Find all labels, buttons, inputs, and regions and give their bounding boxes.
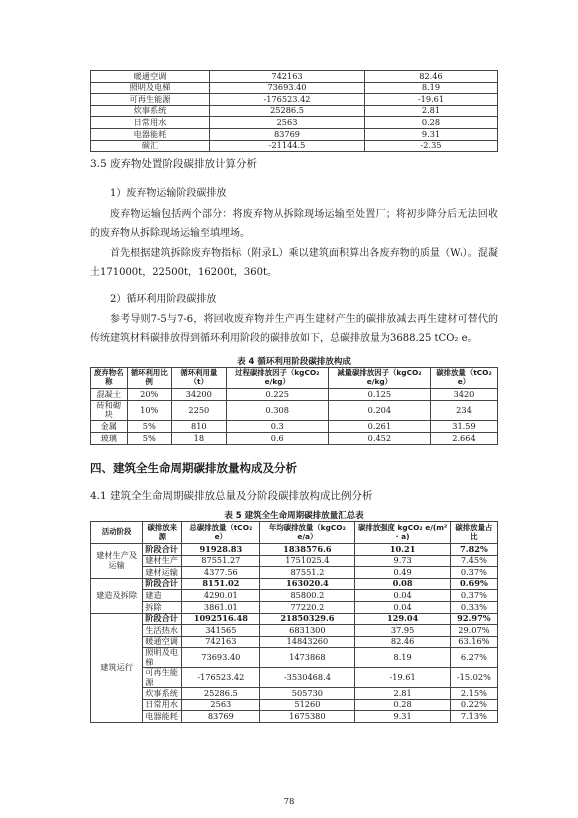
table-row [91, 128, 498, 140]
column-header: 碳排放强度 kgCO₂ e/(m² · a) [355, 522, 450, 544]
table-cell: 拆除 [143, 601, 182, 613]
table-cell: 25286.5 [210, 105, 365, 117]
table-cell: 85800.2 [260, 590, 355, 602]
stage-cell: 建造及拆除 [91, 578, 143, 613]
column-header: 年均碳排放量（kgCO₂ e/a） [260, 522, 355, 544]
table-cell: 电器能耗 [143, 711, 182, 723]
table-row [91, 389, 498, 401]
table-cell: 1092516.48 [182, 613, 260, 625]
table-cell: 10% [127, 401, 171, 421]
table-cell: 照明及电梯 [91, 82, 210, 94]
table-cell: 20% [127, 389, 171, 401]
table-cell: 0.69% [450, 578, 497, 590]
stage-cell: 建筑运行 [91, 613, 143, 722]
table-cell: 0.28 [365, 117, 498, 129]
table-cell: 73693.40 [182, 648, 260, 668]
table-cell: 2.664 [430, 432, 497, 444]
table-row [91, 613, 498, 625]
table-row [91, 432, 498, 444]
table-cell: 0.37% [450, 567, 497, 579]
operation-emission-table-continued [90, 70, 498, 152]
table-cell: 0.204 [328, 401, 430, 421]
table-cell: 0.6 [226, 432, 328, 444]
section-4-1-heading: 4.1 建筑全生命周期碳排放总量及分阶段碳排放构成比例分析 [90, 490, 373, 502]
table-row [91, 625, 498, 637]
table-cell: 10.21 [355, 544, 450, 556]
column-header: 碳排放来源 [143, 522, 182, 544]
table-cell: 1473868 [260, 648, 355, 668]
table-cell: 0.04 [355, 590, 450, 602]
table-cell: 金属 [91, 420, 128, 432]
table-cell: 2563 [210, 117, 365, 129]
paragraph-waste-transport: 废弃物运输包括两个部分：将废弃物从拆除现场运输至处置厂；将初步降分后无法回收的废弃物从拆除现场运输至填埋场。 [90, 209, 498, 239]
table-row [91, 668, 498, 688]
table-cell: 25286.5 [182, 688, 260, 700]
table-cell: 0.225 [226, 389, 328, 401]
table-cell: 阶段合计 [143, 613, 182, 625]
table-cell: 1675380 [260, 711, 355, 723]
table-row [91, 688, 498, 700]
table-row [91, 567, 498, 579]
table-cell: -21144.5 [210, 140, 365, 152]
table-cell: 34200 [171, 389, 226, 401]
table-cell: 9.31 [365, 128, 498, 140]
table-cell: 742163 [210, 71, 365, 83]
table-cell: 6.27% [450, 648, 497, 668]
table-cell: -19.61 [365, 94, 498, 106]
table-row [91, 71, 498, 83]
column-header: 循环利用比例 [127, 368, 171, 389]
table-cell: 建材运输 [143, 567, 182, 579]
paragraph-waste-mass: 首先根据建筑拆除废弃物指标（附录L）乘以建筑面积算出各废弃物的质量（Wᵢ）。混凝土171000t，22500t，16200t，360t。 [90, 248, 498, 278]
table-cell: 0.3 [226, 420, 328, 432]
table-cell: 9.73 [355, 555, 450, 567]
table-cell: 0.261 [328, 420, 430, 432]
subsection-recycling: 2）循环利用阶段碳排放 [110, 294, 217, 305]
table-cell: 暖通空调 [143, 636, 182, 648]
table-row [91, 401, 498, 421]
table-5-caption: 表 5 建筑全生命周期碳排放量汇总表 [224, 511, 364, 521]
column-header: 活动阶段 [91, 522, 143, 544]
table-cell: 505730 [260, 688, 355, 700]
chapter-4-heading: 四、建筑全生命周期碳排放量构成及分析 [90, 461, 297, 475]
table-row [91, 711, 498, 723]
table-row [91, 140, 498, 152]
table-cell: 建造 [143, 590, 182, 602]
table-cell: 163020.4 [260, 578, 355, 590]
table-cell: 混凝土 [91, 389, 128, 401]
table-cell: 14843260 [260, 636, 355, 648]
column-header: 碳排放量占比 [450, 522, 497, 544]
table-cell: 29.07% [450, 625, 497, 637]
table-cell: 照明及电梯 [143, 648, 182, 668]
table-cell: 3420 [430, 389, 497, 401]
table-cell: 742163 [182, 636, 260, 648]
table-cell: 37.95 [355, 625, 450, 637]
table-cell: 63.16% [450, 636, 497, 648]
table-cell: 31.59 [430, 420, 497, 432]
table-cell: 生活热水 [143, 625, 182, 637]
table-cell: 2250 [171, 401, 226, 421]
table-cell: 0.49 [355, 567, 450, 579]
column-header: 循环利用量（t） [171, 368, 226, 389]
table-cell: 0.22% [450, 699, 497, 711]
paragraph-recycling: 参考导则7-5与7-6，将回收废弃物并生产再生建材产生的碳排放减去再生建材可替代的传统建筑材料碳排放得到循环利用阶段的碳排放如下，总碳排放量为3688.25 tCO₂ e。 [90, 314, 498, 344]
table-cell: 2563 [182, 699, 260, 711]
lifecycle-emission-summary-table [90, 521, 498, 723]
column-header: 总碳排放量（tCO₂ e） [182, 522, 260, 544]
table-cell: 7.13% [450, 711, 497, 723]
table-cell: 玻璃 [91, 432, 128, 444]
table-cell: 92.97% [450, 613, 497, 625]
subsection-waste-transport: 1）废弃物运输阶段碳排放 [110, 188, 227, 199]
table-row [91, 105, 498, 117]
table-cell: 可再生能源 [143, 668, 182, 688]
table-row [91, 590, 498, 602]
table-cell: -176523.42 [210, 94, 365, 106]
section-3-5-heading: 3.5 废弃物处置阶段碳排放计算分析 [90, 158, 258, 170]
stage-cell: 建材生产及运输 [91, 544, 143, 579]
table-row [91, 420, 498, 432]
table-cell: 18 [171, 432, 226, 444]
table-cell: 83769 [182, 711, 260, 723]
table-cell: -2.35 [365, 140, 498, 152]
table-cell: 阶段合计 [143, 544, 182, 556]
table-cell: 8151.02 [182, 578, 260, 590]
table-cell: 0.28 [355, 699, 450, 711]
table-cell: 810 [171, 420, 226, 432]
table-cell: 8.19 [365, 82, 498, 94]
table-row [91, 82, 498, 94]
column-header: 碳排放量（tCO₂ e） [430, 368, 497, 389]
table-cell: 87551.27 [182, 555, 260, 567]
table-cell: 6831300 [260, 625, 355, 637]
table-cell: 8.19 [355, 648, 450, 668]
table-row [91, 117, 498, 129]
table-cell: 4377.56 [182, 567, 260, 579]
table-row [91, 555, 498, 567]
table-cell: 2.81 [365, 105, 498, 117]
table-cell: 5% [127, 432, 171, 444]
table-cell: 0.308 [226, 401, 328, 421]
table-cell: 0.125 [328, 389, 430, 401]
table-cell: 1751025.4 [260, 555, 355, 567]
table-cell: 0.04 [355, 601, 450, 613]
table-cell: 炊事系统 [91, 105, 210, 117]
recycling-emission-table [90, 367, 498, 445]
table-cell: 5% [127, 420, 171, 432]
table-row [91, 578, 498, 590]
table-cell: 日常用水 [91, 117, 210, 129]
table-cell: 77220.2 [260, 601, 355, 613]
table-cell: 87551.2 [260, 567, 355, 579]
table-row [91, 648, 498, 668]
table-cell: 91928.83 [182, 544, 260, 556]
table-cell: 21850329.6 [260, 613, 355, 625]
table-cell: 73693.40 [210, 82, 365, 94]
table-row [91, 699, 498, 711]
table-cell: 51260 [260, 699, 355, 711]
table-cell: 1838576.6 [260, 544, 355, 556]
table-cell: 83769 [210, 128, 365, 140]
table-cell: 0.452 [328, 432, 430, 444]
table-cell: 暖通空调 [91, 71, 210, 83]
table-cell: 7.45% [450, 555, 497, 567]
table-cell: 82.46 [355, 636, 450, 648]
page-number: 78 [283, 797, 295, 807]
table-cell: 234 [430, 401, 497, 421]
table-cell: 341565 [182, 625, 260, 637]
table-cell: 0.37% [450, 590, 497, 602]
table-cell: 日常用水 [143, 699, 182, 711]
table-row [91, 601, 498, 613]
table-cell: 可再生能源 [91, 94, 210, 106]
table-cell: 建材生产 [143, 555, 182, 567]
table-cell: 0.08 [355, 578, 450, 590]
table-cell: -15.02% [450, 668, 497, 688]
column-header: 废弃物名称 [91, 368, 128, 389]
table-cell: 2.15% [450, 688, 497, 700]
table-cell: 9.31 [355, 711, 450, 723]
column-header: 过程碳排放因子（kgCO₂ e/kg） [226, 368, 328, 389]
table-row [91, 636, 498, 648]
table-cell: 2.81 [355, 688, 450, 700]
table-row [91, 94, 498, 106]
table-cell: 7.82% [450, 544, 497, 556]
table-cell: -19.61 [355, 668, 450, 688]
table-4-caption: 表 4 循环利用阶段碳排放构成 [237, 357, 351, 367]
table-cell: 炊事系统 [143, 688, 182, 700]
table-cell: 碳汇 [91, 140, 210, 152]
table-cell: 0.33% [450, 601, 497, 613]
table-cell: 4290.01 [182, 590, 260, 602]
table-cell: 129.04 [355, 613, 450, 625]
table-cell: -3530468.4 [260, 668, 355, 688]
column-header: 减量碳排放因子（kgCO₂ e/kg） [328, 368, 430, 389]
table-cell: -176523.42 [182, 668, 260, 688]
table-cell: 82.46 [365, 71, 498, 83]
table-cell: 电器能耗 [91, 128, 210, 140]
table-cell: 砖和砌块 [91, 401, 128, 421]
table-row [91, 544, 498, 556]
table-cell: 阶段合计 [143, 578, 182, 590]
table-cell: 3861.01 [182, 601, 260, 613]
